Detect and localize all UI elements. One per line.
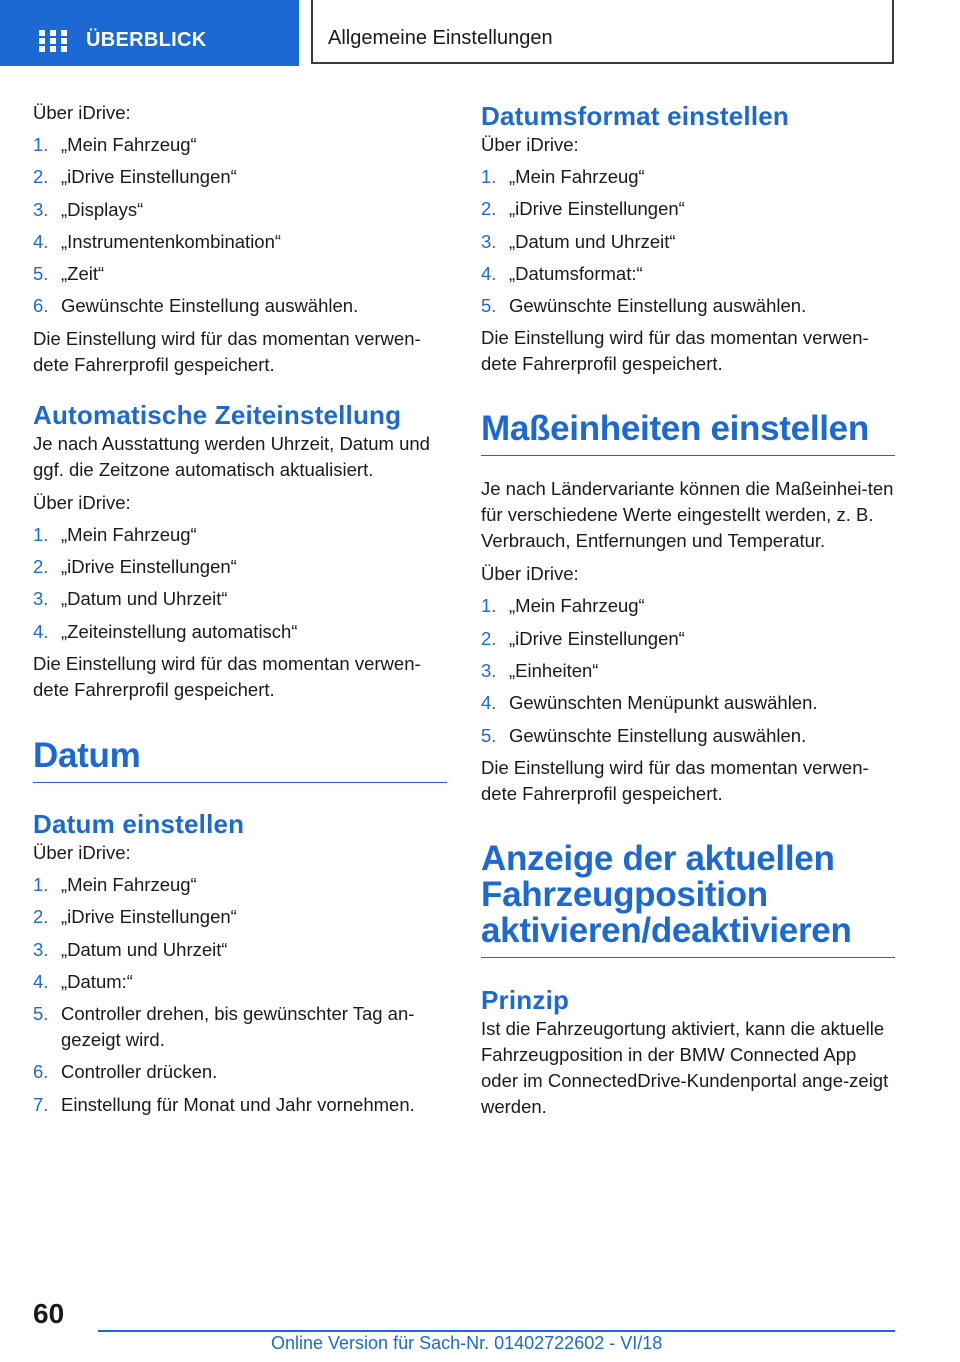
list-step <box>481 723 895 749</box>
step-number: 4. <box>33 230 49 252</box>
list-step <box>481 196 895 222</box>
step-text: Gewünschten Menüpunkt auswählen. <box>509 692 818 714</box>
step-text: „Zeit“ <box>61 263 105 285</box>
step-text: „Mein Fahrzeug“ <box>61 523 197 545</box>
saved-note: Die Einstellung wird für das momentan verwen‐dete Fahrerprofil gespeichert. <box>33 652 421 700</box>
chapter-header <box>311 0 894 64</box>
chapter-heading: Datum <box>33 738 447 783</box>
saved-note: Die Einstellung wird für das momentan verwen‐dete Fahrerprofil gespeichert. <box>481 756 869 804</box>
step-text: Controller drücken. <box>61 1061 218 1083</box>
overview-tab-label: ÜBERBLICK <box>86 29 207 51</box>
section-heading: Automatische Zeiteinstellung <box>33 399 402 430</box>
step-number: 4. <box>33 970 49 992</box>
idrive-intro: Über iDrive: <box>33 491 131 513</box>
list-step <box>481 164 895 190</box>
step-number: 1. <box>481 595 497 617</box>
step-text: „iDrive Einstellungen“ <box>61 906 237 928</box>
idrive-intro: Über iDrive: <box>33 102 131 123</box>
chapter-title: Allgemeine Einstellungen <box>328 27 553 49</box>
step-text: Gewünschte Einstellung auswählen. <box>61 295 359 317</box>
overview-tab[interactable] <box>0 0 299 66</box>
step-number: 7. <box>33 1093 49 1115</box>
step-number: 4. <box>481 262 497 284</box>
step-number: 1. <box>33 873 49 895</box>
step-text: „iDrive Einstellungen“ <box>61 556 237 578</box>
step-text: „Einheiten“ <box>509 660 599 682</box>
list-step <box>33 872 447 898</box>
steps-list <box>481 593 895 748</box>
chapter-heading: Maßeinheiten einstellen <box>481 411 895 456</box>
step-number: 2. <box>33 556 49 578</box>
list-step <box>33 132 447 158</box>
list-step <box>33 522 447 548</box>
step-number: 1. <box>33 134 49 155</box>
step-text: „iDrive Einstellungen“ <box>509 198 685 220</box>
paragraph: Je nach Ländervariante können die Maßeinhei‐ten für verschiedene Werte eingestellt werden, z. B. Verbrauch, Entfernungen und Temperatur. <box>481 478 894 552</box>
step-number: 2. <box>481 198 497 220</box>
step-number: 2. <box>33 906 49 928</box>
step-text: Controller drehen, bis gewünschter Tag an‐gezeigt wird. <box>61 1003 415 1051</box>
step-number: 5. <box>33 263 49 285</box>
step-text: „Datum und Uhrzeit“ <box>61 938 228 960</box>
step-number: 4. <box>33 620 49 642</box>
footer-divider <box>98 1330 895 1332</box>
idrive-intro: Über iDrive: <box>33 841 131 863</box>
online-version-note: Online Version für Sach-Nr. 01402722602 - VI/18 <box>271 1333 663 1353</box>
step-text: „Zeiteinstellung automatisch“ <box>61 620 298 642</box>
step-number: 3. <box>481 230 497 252</box>
step-text: „Datum und Uhrzeit“ <box>61 588 228 610</box>
list-step <box>33 1092 447 1118</box>
step-number: 6. <box>33 1061 49 1083</box>
steps-list <box>33 522 447 645</box>
list-step <box>33 969 447 995</box>
step-text: „iDrive Einstellungen“ <box>61 166 237 188</box>
page-number: 60 <box>33 1298 65 1329</box>
list-step <box>481 690 895 716</box>
list-step <box>481 229 895 255</box>
step-text: „Datum und Uhrzeit“ <box>509 230 676 252</box>
right-column <box>481 100 895 1120</box>
list-step <box>481 293 895 319</box>
steps-list <box>33 132 447 319</box>
list-step <box>33 229 447 255</box>
step-text: „Mein Fahrzeug“ <box>509 595 645 617</box>
step-text: „Mein Fahrzeug“ <box>61 873 197 895</box>
step-number: 5. <box>33 1003 49 1025</box>
list-step <box>33 554 447 580</box>
step-number: 2. <box>481 627 497 649</box>
step-text: „Instrumentenkombination“ <box>61 230 282 252</box>
step-text: „Displays“ <box>61 198 144 220</box>
step-number: 6. <box>33 295 49 317</box>
steps-list <box>481 164 895 319</box>
steps-list <box>33 872 447 1118</box>
step-text: „Mein Fahrzeug“ <box>61 134 197 155</box>
list-step <box>481 261 895 287</box>
left-column <box>33 100 447 1124</box>
list-step <box>33 197 447 223</box>
idrive-intro: Über iDrive: <box>481 134 579 155</box>
step-number: 3. <box>481 660 497 682</box>
list-step <box>33 937 447 963</box>
step-text: „iDrive Einstellungen“ <box>509 627 685 649</box>
step-text: „Mein Fahrzeug“ <box>509 166 645 187</box>
saved-note: Die Einstellung wird für das momentan verwen‐dete Fahrerprofil gespeichert. <box>481 327 869 375</box>
list-step <box>33 904 447 930</box>
step-text: Gewünschte Einstellung auswählen. <box>509 724 807 746</box>
step-text: „Datumsformat:“ <box>509 262 643 284</box>
list-step <box>33 261 447 287</box>
step-text: Gewünschte Einstellung auswählen. <box>509 295 807 317</box>
step-number: 2. <box>33 166 49 188</box>
step-number: 5. <box>481 724 497 746</box>
list-step <box>481 593 895 619</box>
step-number: 5. <box>481 295 497 317</box>
section-heading: Prinzip <box>481 984 570 1015</box>
step-number: 3. <box>33 588 49 610</box>
step-number: 3. <box>33 198 49 220</box>
list-step <box>33 293 447 319</box>
step-number: 4. <box>481 692 497 714</box>
grid-menu-icon <box>39 30 67 52</box>
paragraph: Je nach Ausstattung werden Uhrzeit, Datum und ggf. die Zeitzone automatisch aktualisiert. <box>33 432 430 480</box>
step-text: „Datum:“ <box>61 970 133 992</box>
list-step <box>33 1001 447 1053</box>
paragraph: Ist die Fahrzeugortung aktiviert, kann die aktuelle Fahrzeugposition in der BMW Connected App oder im ConnectedDrive-Kundenportal ange‐zeigt werden. <box>481 1017 889 1117</box>
list-step <box>481 658 895 684</box>
step-number: 3. <box>33 938 49 960</box>
step-text: Einstellung für Monat und Jahr vornehmen. <box>61 1093 415 1115</box>
list-step <box>33 164 447 190</box>
idrive-intro: Über iDrive: <box>481 563 579 585</box>
step-number: 1. <box>481 166 497 187</box>
saved-note: Die Einstellung wird für das momentan verwen‐dete Fahrerprofil gespeichert. <box>33 327 421 375</box>
chapter-heading: Anzeige der aktuellen Fahrzeugposition aktivieren/deaktivieren <box>481 841 895 958</box>
step-number: 1. <box>33 523 49 545</box>
list-step <box>33 1059 447 1085</box>
list-step <box>481 626 895 652</box>
list-step <box>33 619 447 645</box>
list-step <box>33 586 447 612</box>
section-heading: Datumsformat einstellen <box>481 101 790 131</box>
section-heading: Datum einstellen <box>33 808 245 839</box>
